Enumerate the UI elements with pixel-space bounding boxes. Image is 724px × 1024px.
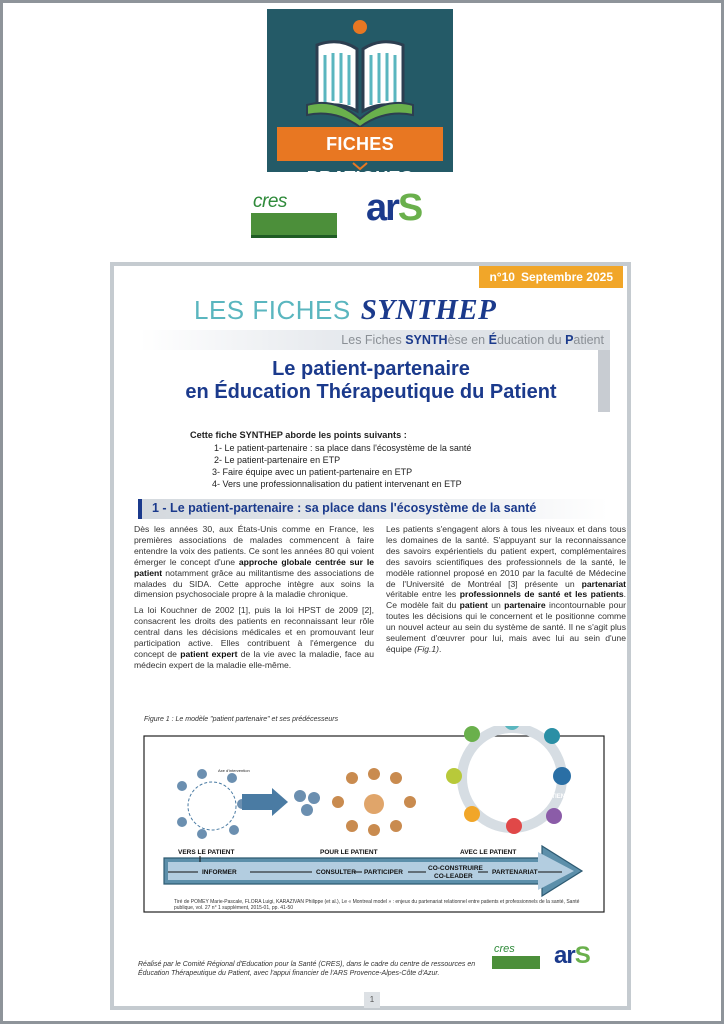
subtitle-text: Les Fiches SYNTHèse en Éducation du Patient [341,333,604,347]
issue-date: Septembre 2025 [520,270,613,284]
step-partenariat: PARTENARIAT [492,869,538,876]
footer-text: Réalisé par le Comité Régional d'Education pour la Santé (CRES), dans le cadre du centre de ressources en Éducation Thérapeutique du Patient, avec l'appui financier de l'ARS Provence-Alpes-Côte d'Azur. [138,961,476,977]
label-pour: POUR LE PATIENT [320,849,378,856]
footer-cres-logo: cres [492,946,542,976]
list-item: 3- Faire équipe avec un patient-partenaire en ETP [212,467,413,477]
patient-label: PATIENT [544,794,569,800]
fiches-pratiques-badge [267,9,453,188]
page-number: 1 [364,992,380,1008]
open-book-icon [267,9,453,131]
intro-list [190,429,471,490]
column-right: Les patients s'engagent alors à tous les niveaux et dans tous les domaines de la santé. S'appuyant sur la reconnaissance des savoirs expérientiels du patient expert, complémentaires des savoirs scientifiques des professionnels de la santé, le modèle rationnel proposé en 2010 par la faculté de Médecine de l'Université de Montréal [3] présente un partenariat véritable entre les professionnels de santé et les patients. Ce modèle fait du patient un partenaire incontournable pour toutes les décisions qui le concernent et le positionne comme un nouvel acteur au sein du système de santé. Il ne s'agit plus seulement d'œuvrer pour lui, mais avec lui au sein d'une équipe (Fig.1). [386,524,627,654]
label-avec: AVEC LE PATIENT [460,849,517,856]
footer-ars-logo: arS [554,942,590,969]
cres-logo: cres [251,193,339,243]
subtitle-bar [140,330,610,350]
intervention-label: Axe d'intervention [218,768,250,773]
step-co-construire: CO-CONSTRUIRE [428,865,483,872]
list-item: 4- Vers une professionnalisation du patient intervenant en ETP [212,479,462,489]
column-left: Dès les années 30, aux États-Unis comme en France, les premières associations de malades commencent à faire entendre la voix des patients. Ce sont les années 80 qui voient émerger le concept d'une approche globale centrée sur le patient notamment grâce au militantisme des associations de malades du SIDA. Cette approche intègre aux soins la dimension psychosociale propre à la maladie chronique. La loi Kouchner de 2002 [1], puis la loi HPST de 2009 [2], consacrent les droits des patients en reconnaissant leur rôle central dans les décisions médicales et en promouvant leur participation active. Elles contribuent à l'émergence du concept de patient expert de la vie avec la maladie, face au médecin expert de la maladie elle-même. [134,524,374,670]
section-heading: 1 - Le patient-partenaire : sa place dans l'écosystème de la santé [138,499,608,519]
badge-label: FICHES PRATIQUES [277,127,443,161]
chevron-down-icon [350,161,370,171]
synthep-brand: SYNTHEP [360,294,497,326]
step-informer: INFORMER [202,869,237,876]
fiche-document [110,262,631,1010]
page-title: Le patient-partenaire en Éducation Thérapeutique du Patient [185,358,557,403]
figure-caption: Figure 1 : Le modèle "patient partenaire" et ses prédécesseurs [144,716,339,723]
patient-partner-figure [142,726,606,926]
issue-badge [479,266,623,288]
step-co-leader: CO-LEADER [434,873,473,880]
issue-number: n°10 [489,270,515,284]
list-item: 2- Le patient-partenaire en ETP [214,455,341,465]
fiches-header: LES FICHES SYNTHEP [194,294,497,326]
step-participer: PARTICIPER [364,869,403,876]
step-consulter: CONSULTER [316,869,356,876]
intro-lead: Cette fiche SYNTHEP aborde les points suivants : [190,430,407,440]
label-vers: VERS LE PATIENT [178,849,235,856]
title-box [140,350,610,412]
ars-logo: arS [366,187,422,229]
figure-credit: Tiré de POMEY Marie-Pascale, FLORA Luigi, KARAZIVAN Philippe (et al.), Le « Montreal model » : enjeux du partenariat relationnel entre patients et professionnels de la santé, Santé publique, vol. 27 n° 1 supplément, 2015-01, pp. 41-50 [174,899,580,911]
list-item: 1- Le patient-partenaire : sa place dans l'écosystème de la santé [214,443,472,453]
